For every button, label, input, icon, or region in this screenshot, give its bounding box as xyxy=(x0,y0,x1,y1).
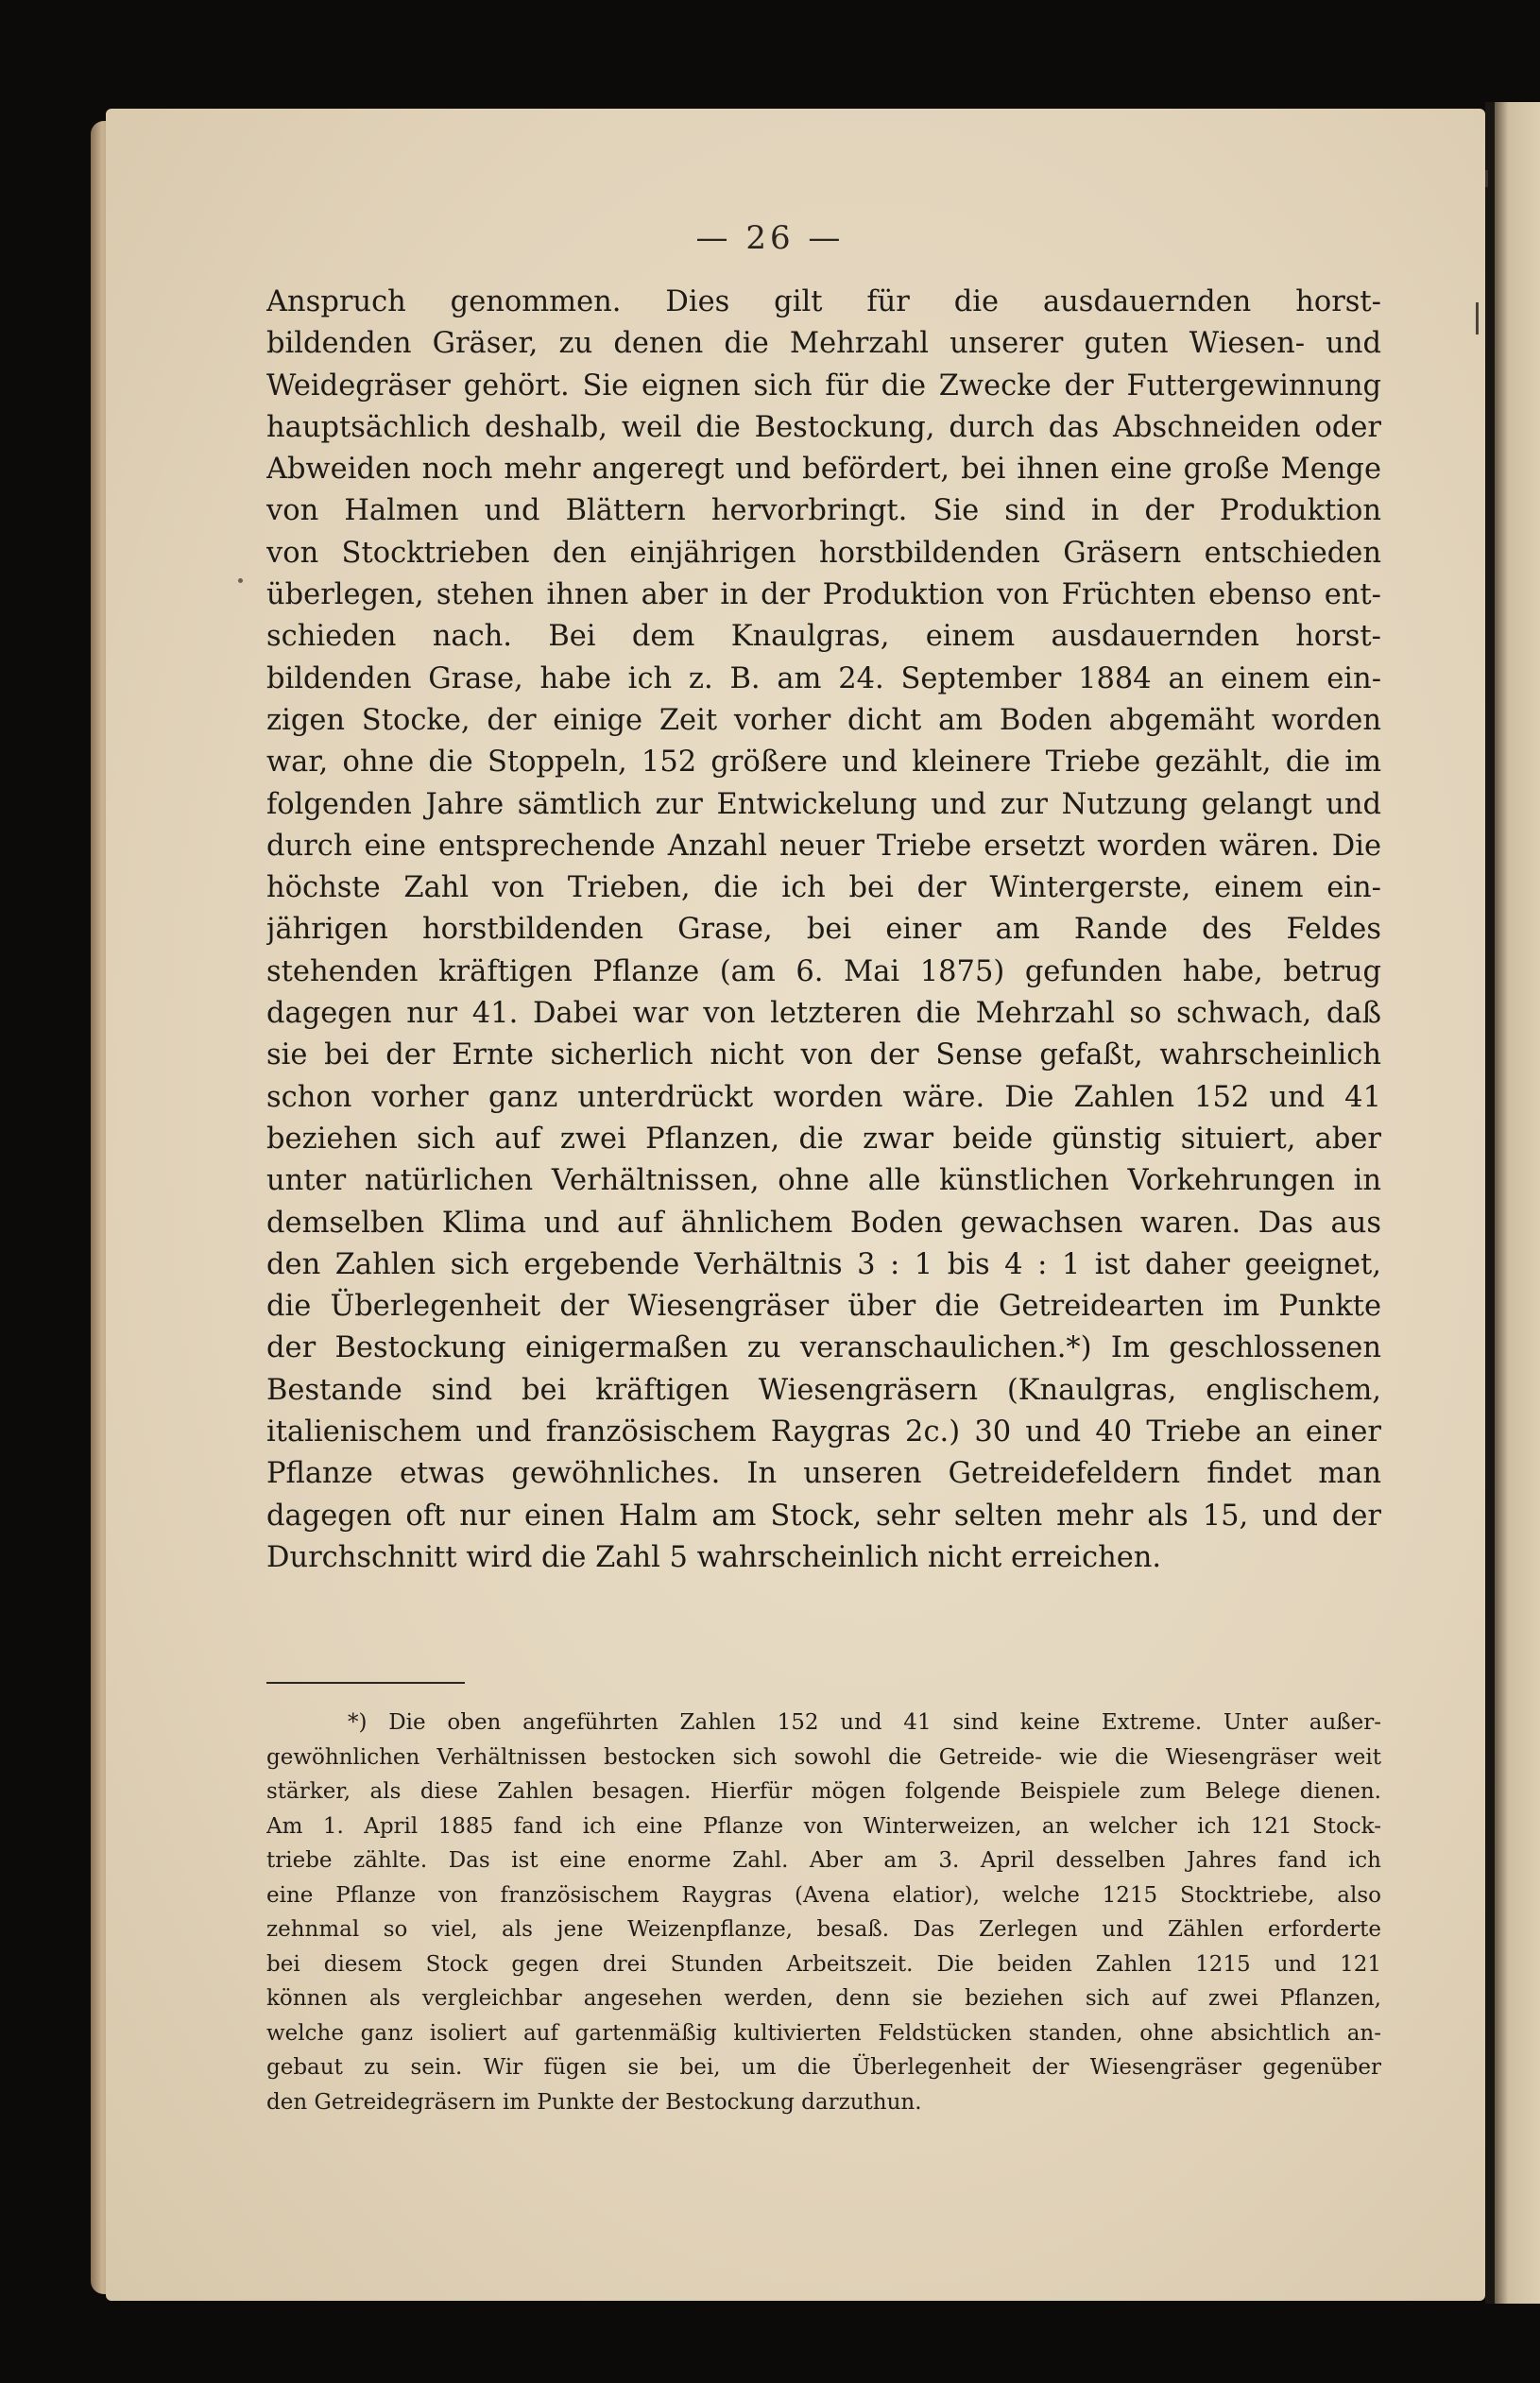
text-line: Durchschnitt wird die Zahl 5 wahrscheinlich nicht erreichen. xyxy=(266,1540,1162,1574)
text-line: Weidegräser gehört. Sie eignen sich für die Zwecke der Futtergewinnung xyxy=(266,369,1381,403)
text-line: bildenden Grase, habe ich z. B. am 24. September 1884 an einem ein- xyxy=(266,661,1381,695)
text-line: hauptsächlich deshalb, weil die Bestockung, durch das Abschneiden oder xyxy=(266,410,1381,444)
text-line: war, ohne die Stoppeln, 152 größere und kleinere Triebe gezählt, die im xyxy=(266,746,1381,780)
text-line: jährigen horstbildenden Grase, bei einer am Rande des Feldes xyxy=(266,913,1381,947)
footnote-line: triebe zählte. Das ist eine enorme Zahl. Aber am 3. April desselben Jahres fand ich xyxy=(266,1848,1381,1873)
footnote xyxy=(266,1706,1381,2119)
text-line: von Stocktrieben den einjährigen horstbildenden Gräsern entschieden xyxy=(266,536,1381,570)
footnote-line: *) Die oben angeführten Zahlen 152 und 41 sind keine Extreme. Unter außer- xyxy=(348,1710,1381,1735)
footnote-line: gebaut zu sein. Wir fügen sie bei, um die Überlegenheit der Wiesengräser gegenüber xyxy=(266,2055,1381,2080)
text-line: Abweiden noch mehr angeregt und befördert, bei ihnen eine große Menge xyxy=(266,453,1381,487)
text-line: Anspruch genommen. Dies gilt für die ausdauernden horst- xyxy=(266,285,1381,318)
text-line: dagegen nur 41. Dabei war von letzteren die Mehrzahl so schwach, daß xyxy=(266,997,1381,1031)
text-line: folgenden Jahre sämtlich zur Entwickelung und zur Nutzung gelangt und xyxy=(266,787,1381,821)
text-line: schieden nach. Bei dem Knaulgras, einem ausdauernden horst- xyxy=(266,620,1381,654)
text-line: sie bei der Ernte sicherlich nicht von der Sense gefaßt, wahrscheinlich xyxy=(266,1038,1381,1072)
text-line: zigen Stocke, der einige Zeit vorher dicht am Boden abgemäht worden xyxy=(266,703,1381,737)
text-line: dagegen oft nur einen Halm am Stock, sehr selten mehr als 15, und der xyxy=(266,1499,1381,1533)
body-text xyxy=(266,282,1381,1579)
footnote-line: können als vergleichbar angesehen werden, denn sie beziehen sich auf zwei Pflanzen, xyxy=(266,1986,1381,2011)
margin-dot xyxy=(238,578,243,583)
footnote-line: Am 1. April 1885 fand ich eine Pflanze von Winterweizen, an welcher ich 121 Stock- xyxy=(266,1813,1381,1839)
footnote-line: zehnmal so viel, als jene Weizenpflanze, besaß. Das Zerlegen und Zählen erforderte xyxy=(266,1917,1381,1942)
text-line: überlegen, stehen ihnen aber in der Produktion von Früchten ebenso ent- xyxy=(266,578,1381,612)
footnote-line: den Getreidegräsern im Punkte der Bestockung darzuthun. xyxy=(266,2089,922,2115)
footnote-line: gewöhnlichen Verhältnissen bestocken sich sowohl die Getreide- wie die Wiesengräser weit xyxy=(266,1744,1381,1770)
footnote-line: bei diesem Stock gegen drei Stunden Arbeitszeit. Die beiden Zahlen 1215 und 121 xyxy=(266,1951,1381,1977)
text-line: höchste Zahl von Trieben, die ich bei der Wintergerste, einem ein- xyxy=(266,871,1381,905)
text-line: beziehen sich auf zwei Pflanzen, die zwar beide günstig situiert, aber xyxy=(266,1122,1381,1156)
text-line: bildenden Gräser, zu denen die Mehrzahl unserer guten Wiesen- und xyxy=(266,327,1381,361)
footnote-line: welche ganz isoliert auf gartenmäßig kultivierten Feldstücken standen, ohne absichtlich an- xyxy=(266,2020,1381,2046)
adjacent-page-edge xyxy=(1495,102,1540,2304)
text-line: schon vorher ganz unterdrückt worden wäre. Die Zahlen 152 und 41 xyxy=(266,1080,1381,1114)
margin-mark xyxy=(1476,302,1479,334)
text-line: Bestande sind bei kräftigen Wiesengräsern (Knaulgras, englischem, xyxy=(266,1373,1381,1407)
footnote-line: stärker, als diese Zahlen besagen. Hierfür mögen folgende Beispiele zum Belege dienen. xyxy=(266,1779,1381,1804)
text-line: der Bestockung einigermaßen zu veranschaulichen.*) Im geschlossenen xyxy=(266,1331,1381,1365)
text-line: stehenden kräftigen Pflanze (am 6. Mai 1875) gefunden habe, betrug xyxy=(266,954,1381,988)
text-line: den Zahlen sich ergebende Verhältnis 3 : 1 bis 4 : 1 ist daher geeignet, xyxy=(266,1247,1381,1281)
footnote-rule xyxy=(266,1682,465,1684)
text-line: die Überlegenheit der Wiesengräser über die Getreidearten im Punkte xyxy=(266,1290,1381,1324)
text-line: demselben Klima und auf ähnlichem Boden gewachsen waren. Das aus xyxy=(266,1206,1381,1240)
margin-mark xyxy=(1485,170,1488,187)
text-line: italienischem und französischem Raygras 2c.) 30 und 40 Triebe an einer xyxy=(266,1415,1381,1449)
page-number: — 26 — xyxy=(695,219,845,257)
text-line: unter natürlichen Verhältnissen, ohne alle künstlichen Vorkehrungen in xyxy=(266,1164,1381,1198)
text-line: durch eine entsprechende Anzahl neuer Triebe ersetzt worden wären. Die xyxy=(266,829,1381,863)
text-line: von Halmen und Blättern hervorbringt. Sie sind in der Produktion xyxy=(266,494,1381,528)
book-gutter xyxy=(1485,102,1495,2304)
footnote-line: eine Pflanze von französischem Raygras (Avena elatior), welche 1215 Stocktriebe, also xyxy=(266,1882,1381,1908)
text-line: Pflanze etwas gewöhnliches. In unseren Getreidefeldern findet man xyxy=(266,1457,1381,1491)
